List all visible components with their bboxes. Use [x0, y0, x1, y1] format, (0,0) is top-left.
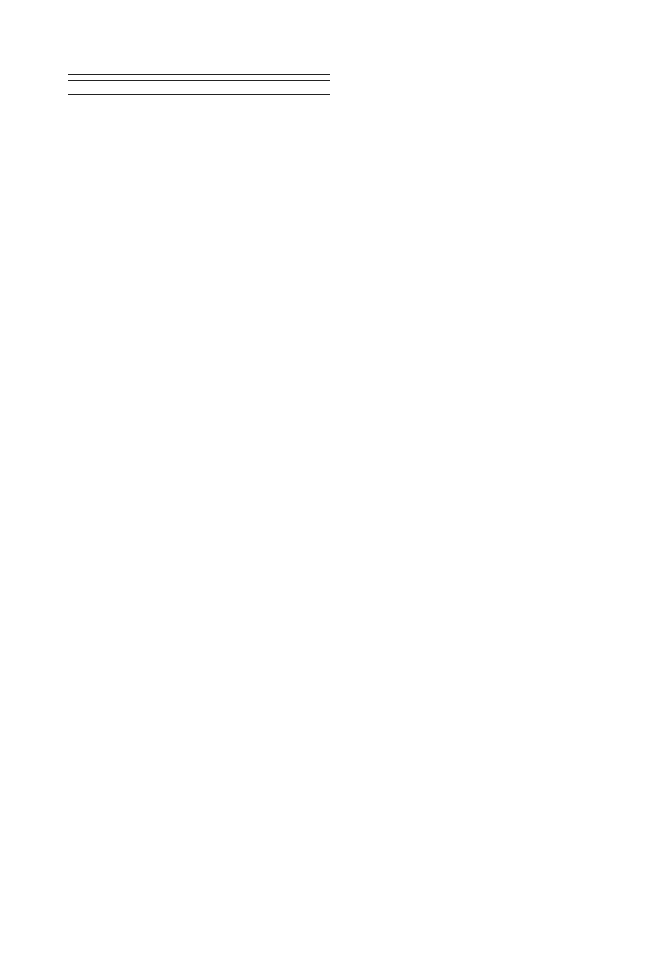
table-bottom-rule [68, 94, 330, 95]
table-top-rule [68, 74, 330, 75]
left-column [68, 66, 330, 148]
table-header-rule [68, 80, 330, 81]
page-header [68, 30, 610, 46]
